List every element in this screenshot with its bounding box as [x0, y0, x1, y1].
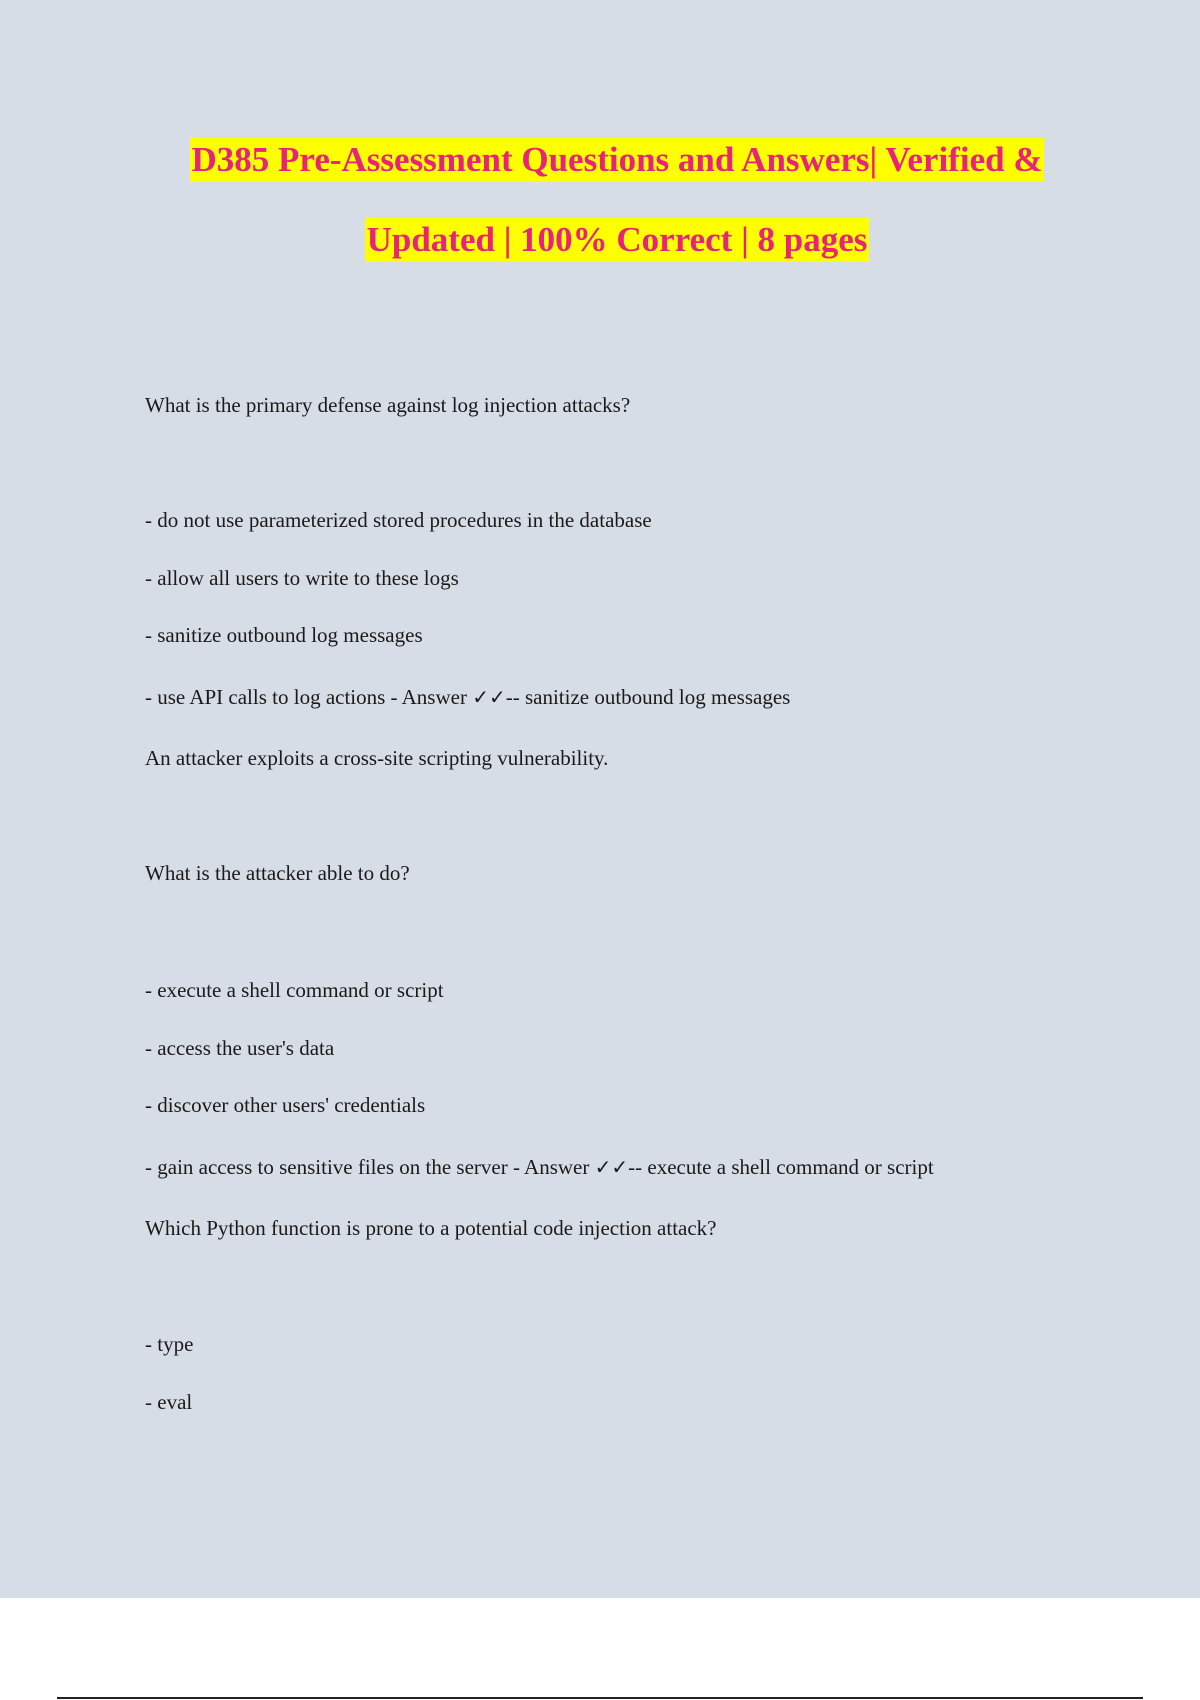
q2-option-4: - gain access to sensitive files on the server - Answer — [145, 1155, 595, 1179]
q3-option-1: - type — [145, 1332, 194, 1356]
q1-option-4: - use API calls to log actions - Answer — [145, 685, 473, 709]
q1-answer: -- sanitize outbound log messages — [505, 685, 791, 709]
q1-option-4-with-answer — [145, 684, 790, 710]
question-2: What is the attacker able to do? — [145, 861, 410, 885]
q1-option-2: - allow all users to write to these logs — [145, 566, 459, 590]
q2-option-4-with-answer — [145, 1154, 934, 1180]
q1-option-1: - do not use parameterized stored procedures in the database — [145, 508, 652, 532]
q1-option-3: - sanitize outbound log messages — [145, 623, 423, 647]
document-title — [0, 138, 1200, 262]
q3-option-2: - eval — [145, 1390, 193, 1414]
checkmark-icon: ✓✓ — [594, 1155, 629, 1179]
checkmark-icon: ✓✓ — [472, 685, 506, 709]
question-3: Which Python function is prone to a potential code injection attack? — [145, 1216, 717, 1240]
q2-option-3: - discover other users' credentials — [145, 1093, 426, 1117]
title-line-2: Updated | 100% Correct | 8 pages — [365, 218, 870, 262]
q2-answer: -- execute a shell command or script — [628, 1155, 934, 1179]
question-1: What is the primary defense against log injection attacks? — [145, 393, 631, 417]
q2-option-1: - execute a shell command or script — [145, 978, 444, 1002]
footer-divider — [57, 1697, 1143, 1699]
q2-option-2: - access the user's data — [145, 1036, 335, 1060]
question-2-context: An attacker exploits a cross-site scripting vulnerability. — [145, 746, 609, 770]
title-line-1: D385 Pre-Assessment Questions and Answers| Verified & — [190, 138, 1045, 182]
